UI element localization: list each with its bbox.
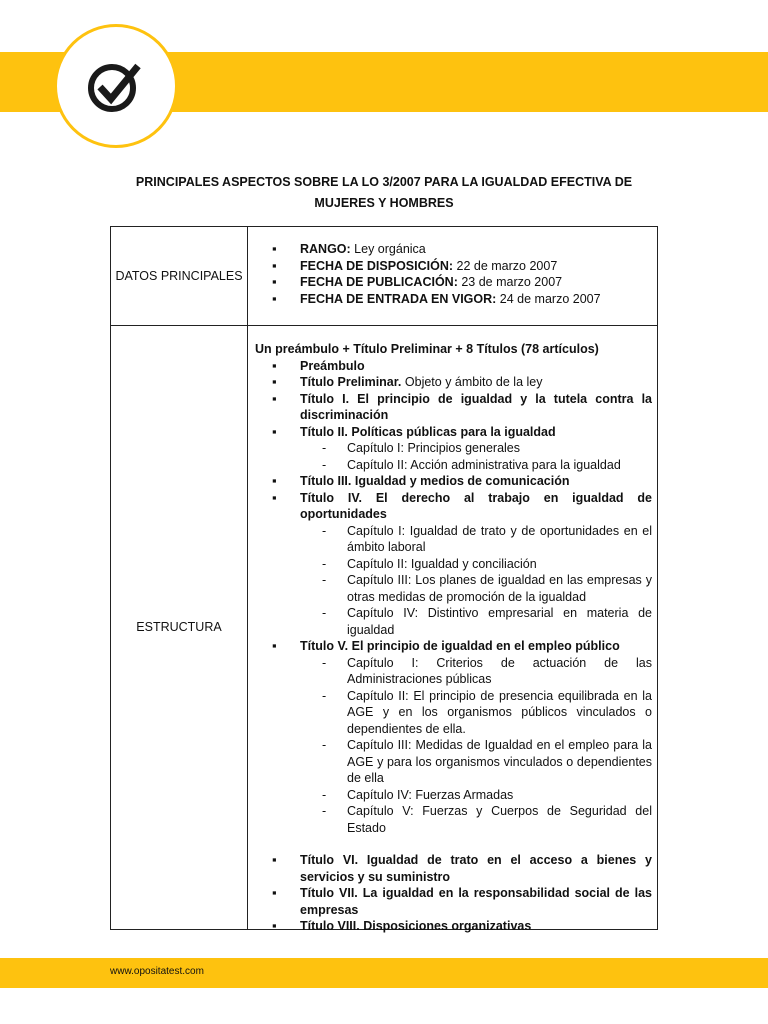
list-item: ▪ Título I. El principio de igualdad y la tutela contra la discriminación: [248, 391, 652, 424]
logo: [54, 24, 178, 148]
estructura-intro: Un preámbulo + Título Preliminar + 8 Títulos (78 artículos): [255, 342, 599, 356]
sub-list-item: - Capítulo II: Igualdad y conciliación: [248, 556, 652, 573]
datos-row: [111, 227, 657, 326]
sub-list-item: - Capítulo I: Igualdad de trato y de oportunidades en el ámbito laboral: [248, 523, 652, 556]
sub-list-item: - Capítulo II: Acción administrativa para la igualdad: [248, 457, 652, 474]
sub-list-item: - Capítulo II: El principio de presencia equilibrada en la AGE y en los organismos públicos vinculados o dependientes de ella.: [248, 688, 652, 738]
list-item: ▪ Título III. Igualdad y medios de comunicación: [248, 473, 652, 490]
sub-list-item: - Capítulo III: Medidas de Igualdad en el empleo para la AGE y para los organismos vinculados o dependientes de ella: [248, 737, 652, 787]
spacer: [248, 836, 652, 852]
list-item: ▪ FECHA DE DISPOSICIÓN: 22 de marzo 2007: [248, 258, 652, 275]
datos-content: [248, 227, 652, 325]
sub-list-item: - Capítulo III: Los planes de igualdad en las empresas y otras medidas de promoción de la igualdad: [248, 572, 652, 605]
list-item: ▪ Título IV. El derecho al trabajo en igualdad de oportunidades: [248, 490, 652, 523]
summary-table: [110, 226, 658, 933]
estructura-label: ESTRUCTURA: [111, 325, 248, 929]
estructura-content: [248, 325, 652, 933]
sub-list-item: - Capítulo IV: Distintivo empresarial en materia de igualdad: [248, 605, 652, 638]
list-item: ▪ Título VI. Igualdad de trato en el acceso a bienes y servicios y su suministro: [248, 852, 652, 885]
list-item: ▪ Preámbulo: [248, 358, 652, 375]
sub-list-item: - Capítulo V: Fuerzas y Cuerpos de Seguridad del Estado: [248, 803, 652, 836]
sub-list-item: - Capítulo IV: Fuerzas Armadas: [248, 787, 652, 804]
estructura-row: [111, 325, 657, 933]
list-item: ▪ Título VIII. Disposiciones organizativas: [248, 918, 652, 935]
list-item: ▪ Título II. Políticas públicas para la igualdad: [248, 424, 652, 441]
sub-list-item: - Capítulo I: Principios generales: [248, 440, 652, 457]
datos-label: DATOS PRINCIPALES: [111, 227, 248, 325]
list-item: ▪ RANGO: Ley orgánica: [248, 241, 652, 258]
list-item: ▪ Título V. El principio de igualdad en el empleo público: [248, 638, 652, 655]
list-item: ▪ FECHA DE ENTRADA EN VIGOR: 24 de marzo 2007: [248, 291, 652, 308]
page-title: PRINCIPALES ASPECTOS SOBRE LA LO 3/2007 PARA LA IGUALDAD EFECTIVA DE MUJERES Y HOMBRES: [135, 175, 633, 210]
list-item: ▪ Título VII. La igualdad en la responsabilidad social de las empresas: [248, 885, 652, 918]
footer-link[interactable]: www.opositatest.com: [110, 966, 204, 977]
list-item: ▪ FECHA DE PUBLICACIÓN: 23 de marzo 2007: [248, 274, 652, 291]
checkmark-circle-icon: [84, 54, 148, 118]
list-item: ▪ Título Preliminar. Objeto y ámbito de la ley: [248, 374, 652, 391]
sub-list-item: - Capítulo I: Criterios de actuación de las Administraciones públicas: [248, 655, 652, 688]
